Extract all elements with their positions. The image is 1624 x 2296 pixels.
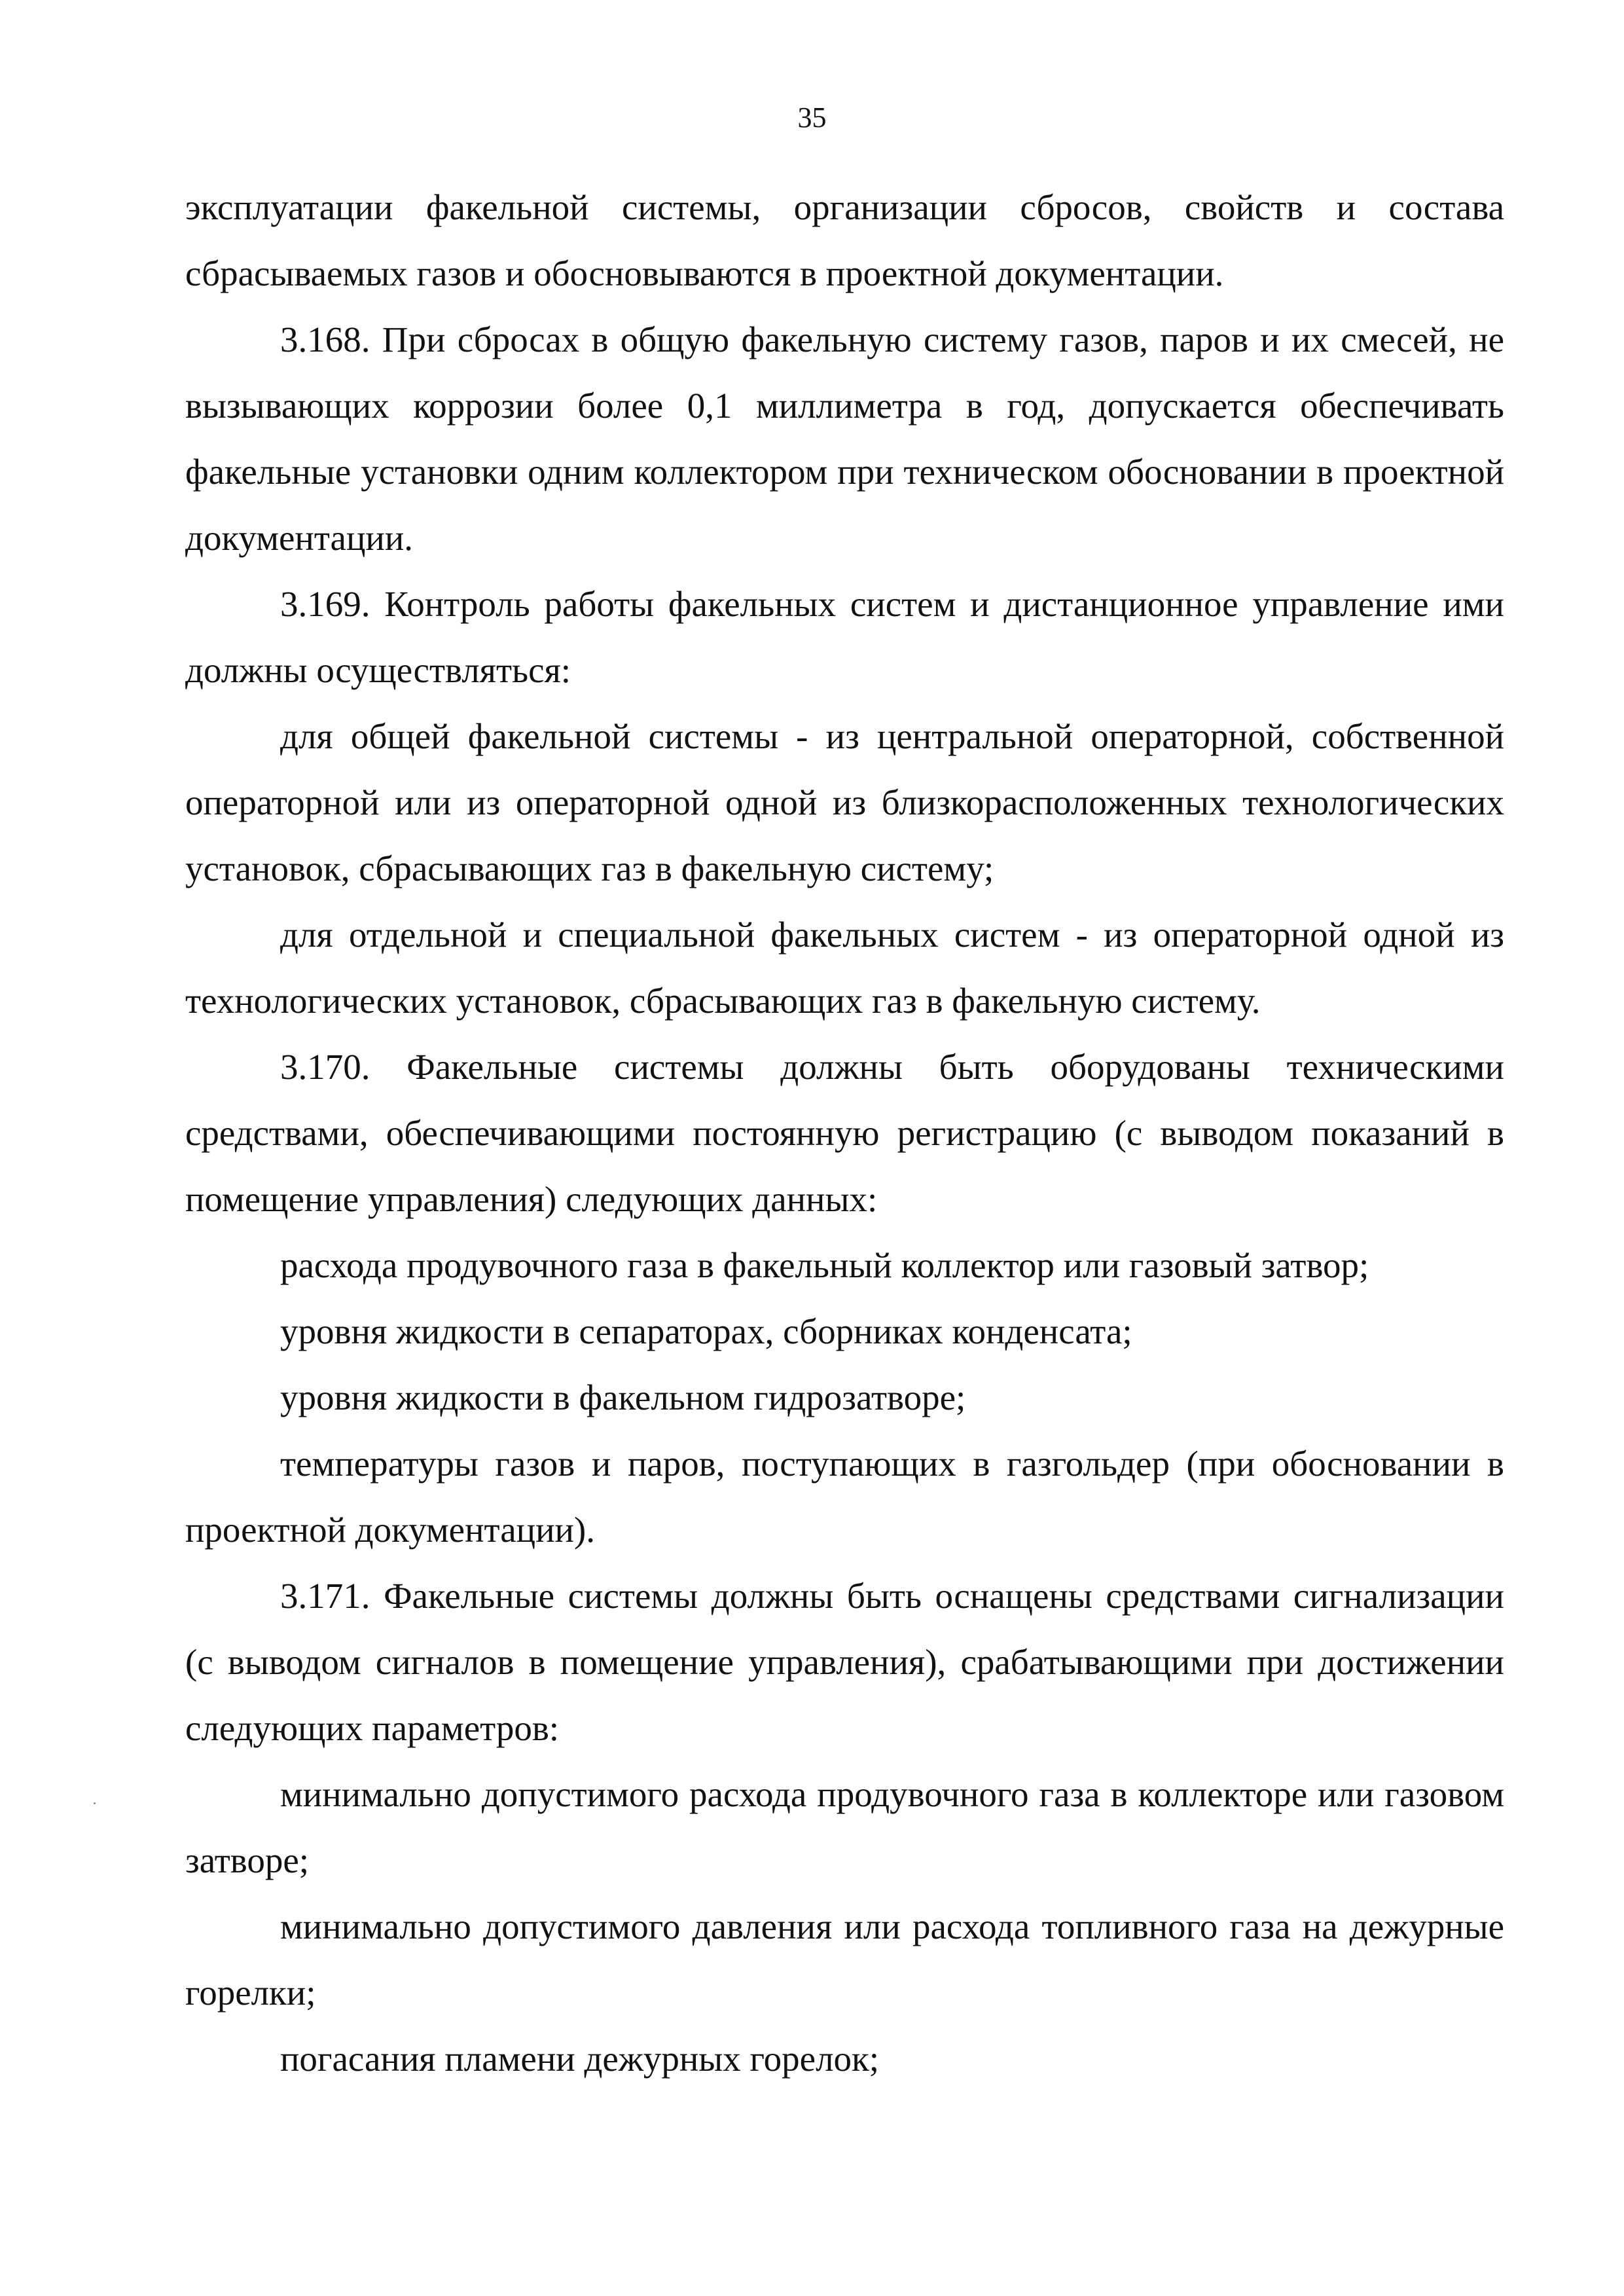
list-item-min-fuel-gas-pressure: минимально допустимого давления или расхода топливного газа на дежурные горелки; (185, 1906, 1504, 2013)
scan-artifact-dot (94, 1802, 96, 1804)
paragraph-continuation: эксплуатации факельной системы, организации сбросов, свойств и состава сбрасываемых газов и обосновываются в проектной документации. (185, 187, 1504, 293)
list-item-separator-liquid-level: уровня жидкости в сепараторах, сборниках конденсата; (280, 1311, 1132, 1351)
list-item-min-purge-flow: минимально допустимого расхода продувочного газа в коллекторе или газовом затворе; (185, 1774, 1504, 1880)
page-number: 35 (797, 101, 827, 134)
list-item-seal-liquid-level: уровня жидкости в факельном гидрозатворе; (280, 1377, 966, 1417)
paragraph-3-169: 3.169. Контроль работы факельных систем и дистанционное управление ими должны осуществляться: (185, 584, 1504, 690)
list-item-pilot-flame-out: погасания пламени дежурных горелок; (280, 2039, 880, 2079)
paragraph-3-170: 3.170. Факельные системы должны быть оборудованы техническими средствами, обеспечивающими постоянную регистрацию (с выводом показаний в помещение управления) следующих данных: (185, 1047, 1504, 1219)
document-body (185, 174, 1504, 2092)
paragraph-3-168: 3.168. При сбросах в общую факельную систему газов, паров и их смесей, не вызывающих коррозии более 0,1 миллиметра в год, допускается обеспечивать факельные установки одним коллектором при техническом обосновании в проектной документации. (185, 319, 1504, 558)
paragraph-3-171: 3.171. Факельные системы должны быть оснащены средствами сигнализации (с выводом сигналов в помещение управления), срабатывающими при достижении следующих параметров: (185, 1576, 1504, 1748)
list-item-separate-flare-system: для отдельной и специальной факельных систем - из операторной одной из технологических установок, сбрасывающих газ в факельную систему. (185, 915, 1504, 1021)
list-item-common-flare-system: для общей факельной системы - из центральной операторной, собственной операторной или из операторной одной из близкорасположенных технологических установок, сбрасывающих газ в факельную систему; (185, 716, 1504, 888)
list-item-purge-gas-flow: расхода продувочного газа в факельный коллектор или газовый затвор; (280, 1245, 1369, 1285)
list-item-gas-temperature: температуры газов и паров, поступающих в газгольдер (при обосновании в проектной документации). (185, 1444, 1504, 1550)
